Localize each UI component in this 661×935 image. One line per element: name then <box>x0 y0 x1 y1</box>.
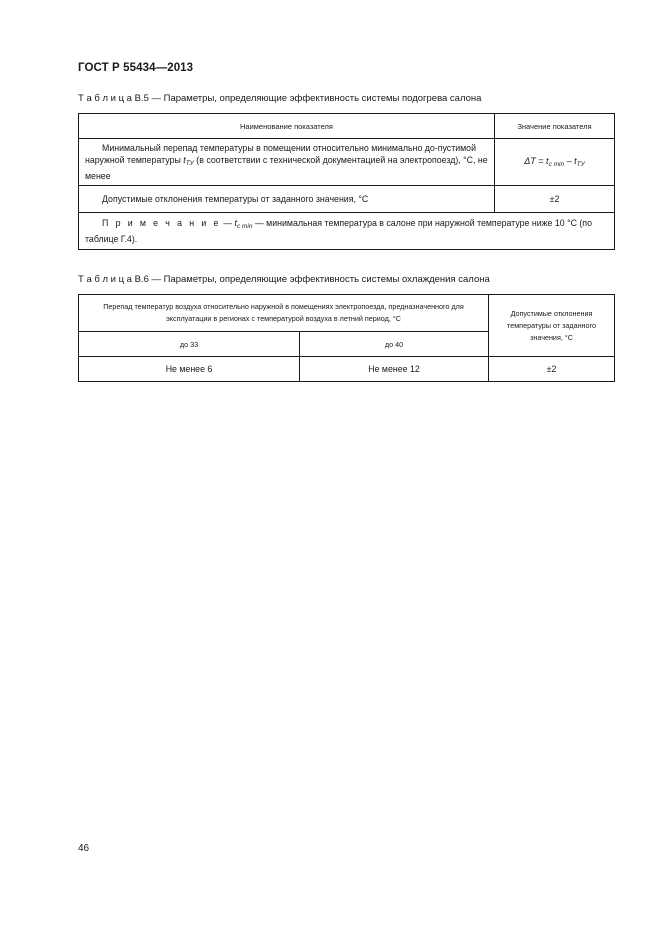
table-b5-caption <box>78 93 481 104</box>
table-row <box>79 186 615 213</box>
table-b5-note-row <box>79 213 615 250</box>
table-b6-caption-text: В.6 — Параметры, определяющие эффективность системы охлаждения салона <box>134 274 490 285</box>
table-b5-row2-name: Допустимые отклонения температуры от заданного значения, °С <box>79 186 495 213</box>
table-b5-header-row <box>79 114 615 139</box>
table-b6-val3: ±2 <box>489 357 615 382</box>
table-b6-header-row <box>79 295 615 332</box>
note-dash: — <box>220 218 235 228</box>
row1-name-text-b: (в соответствии с технической документацией на электропоезд), °С, не менее <box>85 155 488 181</box>
row1-value-b: – t <box>564 156 577 166</box>
table-b5-row1-value <box>495 139 615 186</box>
table-b5 <box>78 113 615 250</box>
table-b5-caption-text: В.5 — Параметры, определяющие эффективность системы подогрева салона <box>134 93 482 104</box>
table-b6-sub-col1: до 33 <box>79 332 300 357</box>
row1-name-text-a: Минимальный перепад температуры в помещении относительно минимально до-пустимой наружной температуры <box>85 143 476 165</box>
table-b6-sub-col2: до 40 <box>300 332 489 357</box>
row1-name-sub: ТУ <box>185 160 194 167</box>
table-b5-caption-label: Т а б л и ц а <box>78 93 132 104</box>
note-label: П р и м е ч а н и е <box>102 218 221 228</box>
table-b5-col-name: Наименование показателя <box>79 114 495 139</box>
row1-value-sub2: TУ <box>576 161 585 168</box>
table-b6-col-deviation: Допустимые отклонения температуры от заданного значения, °С <box>489 295 615 357</box>
table-b5-note <box>79 213 615 250</box>
note-sub: c min <box>236 223 253 230</box>
table-row <box>79 357 615 382</box>
page-number: 46 <box>78 843 90 854</box>
table-b5-row2-value: ±2 <box>495 186 615 213</box>
row1-value-sub1: c min <box>548 161 565 168</box>
note-var: t <box>234 218 237 228</box>
table-b5-col-value: Значение показателя <box>495 114 615 139</box>
table-b5-row1-name <box>79 139 495 186</box>
document-header: ГОСТ Р 55434—2013 <box>78 62 194 74</box>
note-text: — минимальная температура в салоне при наружной температуре ниже 10 °С (по таблице Г.4). <box>85 218 592 244</box>
table-b6-val1: Не менее 6 <box>79 357 300 382</box>
table-b6-caption-label: Т а б л и ц а <box>78 274 132 285</box>
row1-name-var: t <box>183 155 186 165</box>
table-b6-caption <box>78 274 490 285</box>
row1-value-a: ΔT = t <box>524 156 549 166</box>
table-row <box>79 139 615 186</box>
table-b6-val2: Не менее 12 <box>300 357 489 382</box>
table-b6-col-group: Перепад температур воздуха относительно наружной в помещениях электропоезда, предназначенного для эксплуатации в регионах с температурой воздуха в летний период, °С <box>79 295 489 332</box>
table-b6 <box>78 294 615 382</box>
